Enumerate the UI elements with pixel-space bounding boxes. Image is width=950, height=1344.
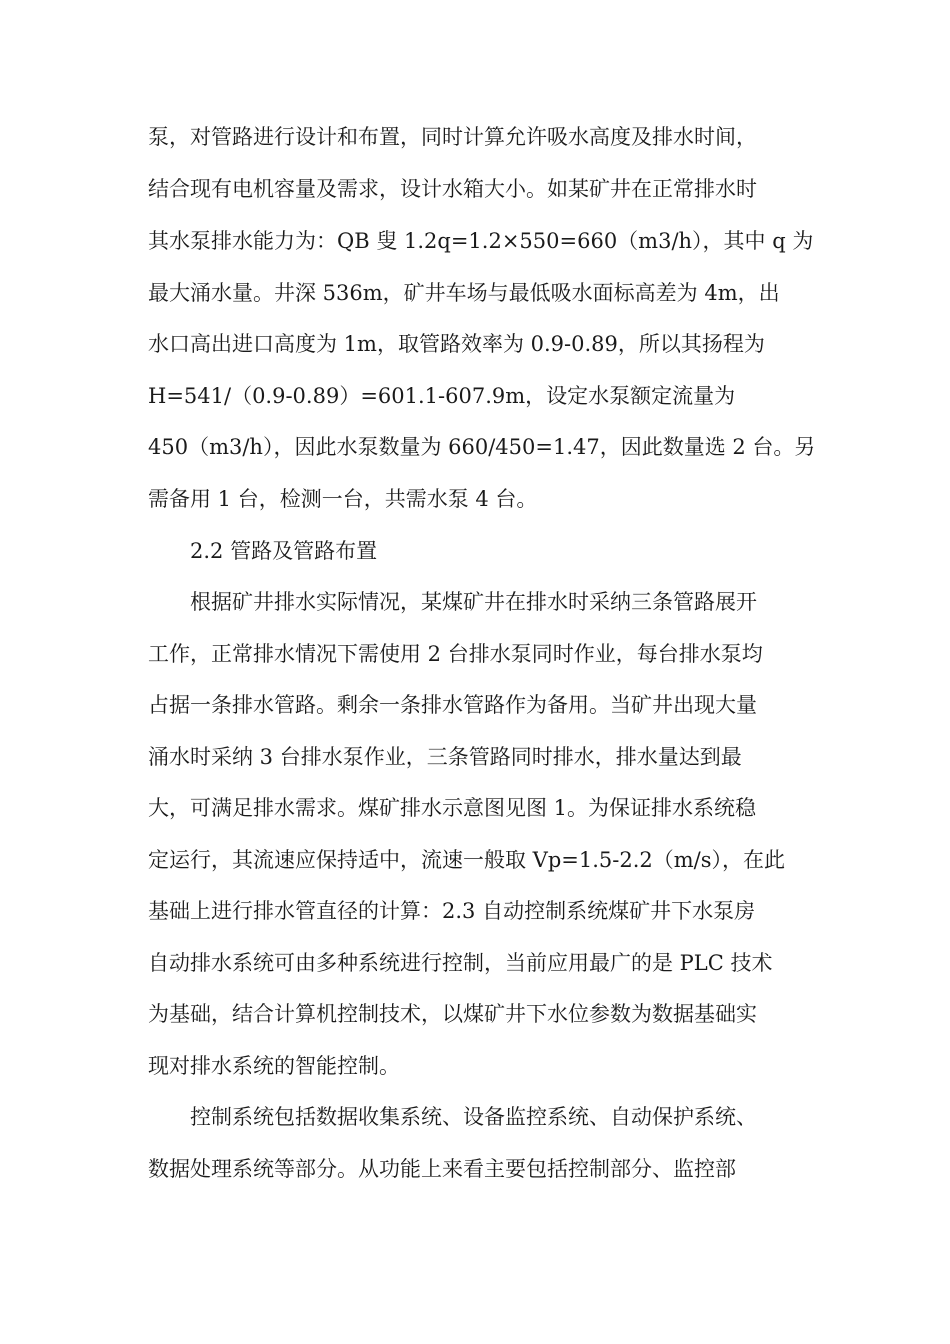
paragraph-2-line-6: 定运行，其流速应保持适中，流速一般取 Vp=1.5-2.2（m/s），在此 — [148, 848, 786, 872]
paragraph-1-line-5: 水口高出进口高度为 1m，取管路效率为 0.9-0.89，所以其扬程为 — [148, 332, 765, 356]
paragraph-3-line-2: 数据处理系统等部分。从功能上来看主要包括控制部分、监控部 — [148, 1157, 736, 1181]
paragraph-1-line-3: 其水泵排水能力为：QB 叟 1.2q=1.2×550=660（m3/h），其中 q 为 — [148, 229, 814, 253]
paragraph-3-line-1: 控制系统包括数据收集系统、设备监控系统、自动保护系统、 — [190, 1105, 757, 1129]
paragraph-1-line-8: 需备用 1 台，检测一台，共需水泵 4 台。 — [148, 487, 538, 511]
paragraph-2-line-7: 基础上进行排水管直径的计算：2.3 自动控制系统煤矿井下水泵房 — [148, 899, 756, 923]
paragraph-1-line-6: H=541/（0.9-0.89）=601.1-607.9m，设定水泵额定流量为 — [148, 384, 736, 408]
paragraph-2-line-8: 自动排水系统可由多种系统进行控制，当前应用最广的是 PLC 技术 — [148, 951, 773, 975]
paragraph-2-line-5: 大，可满足排水需求。煤矿排水示意图见图 1。为保证排水系统稳 — [148, 796, 757, 820]
paragraph-2-line-2: 工作，正常排水情况下需使用 2 台排水泵同时作业，每台排水泵均 — [148, 642, 763, 666]
paragraph-1-line-7: 450（m3/h），因此水泵数量为 660/450=1.47，因此数量选 2 台。另 — [148, 435, 816, 459]
section-heading: 2.2 管路及管路布置 — [190, 539, 378, 563]
paragraph-1-line-4: 最大涌水量。井深 536m，矿井车场与最低吸水面标高差为 4m，出 — [148, 281, 780, 305]
paragraph-2-line-9: 为基础，结合计算机控制技术，以煤矿井下水位参数为数据基础实 — [148, 1002, 757, 1026]
paragraph-1-line-2: 结合现有电机容量及需求，设计水箱大小。如某矿井在正常排水时 — [148, 177, 757, 201]
paragraph-2-line-3: 占据一条排水管路。剩余一条排水管路作为备用。当矿井出现大量 — [148, 693, 757, 717]
paragraph-2-line-4: 涌水时采纳 3 台排水泵作业，三条管路同时排水，排水量达到最 — [148, 745, 742, 769]
paragraph-2-line-1: 根据矿井排水实际情况，某煤矿井在排水时采纳三条管路展开 — [190, 590, 757, 614]
paragraph-2-line-10: 现对排水系统的智能控制。 — [148, 1054, 400, 1078]
paragraph-1-line-1: 泵，对管路进行设计和布置，同时计算允许吸水高度及排水时间， — [148, 125, 757, 149]
